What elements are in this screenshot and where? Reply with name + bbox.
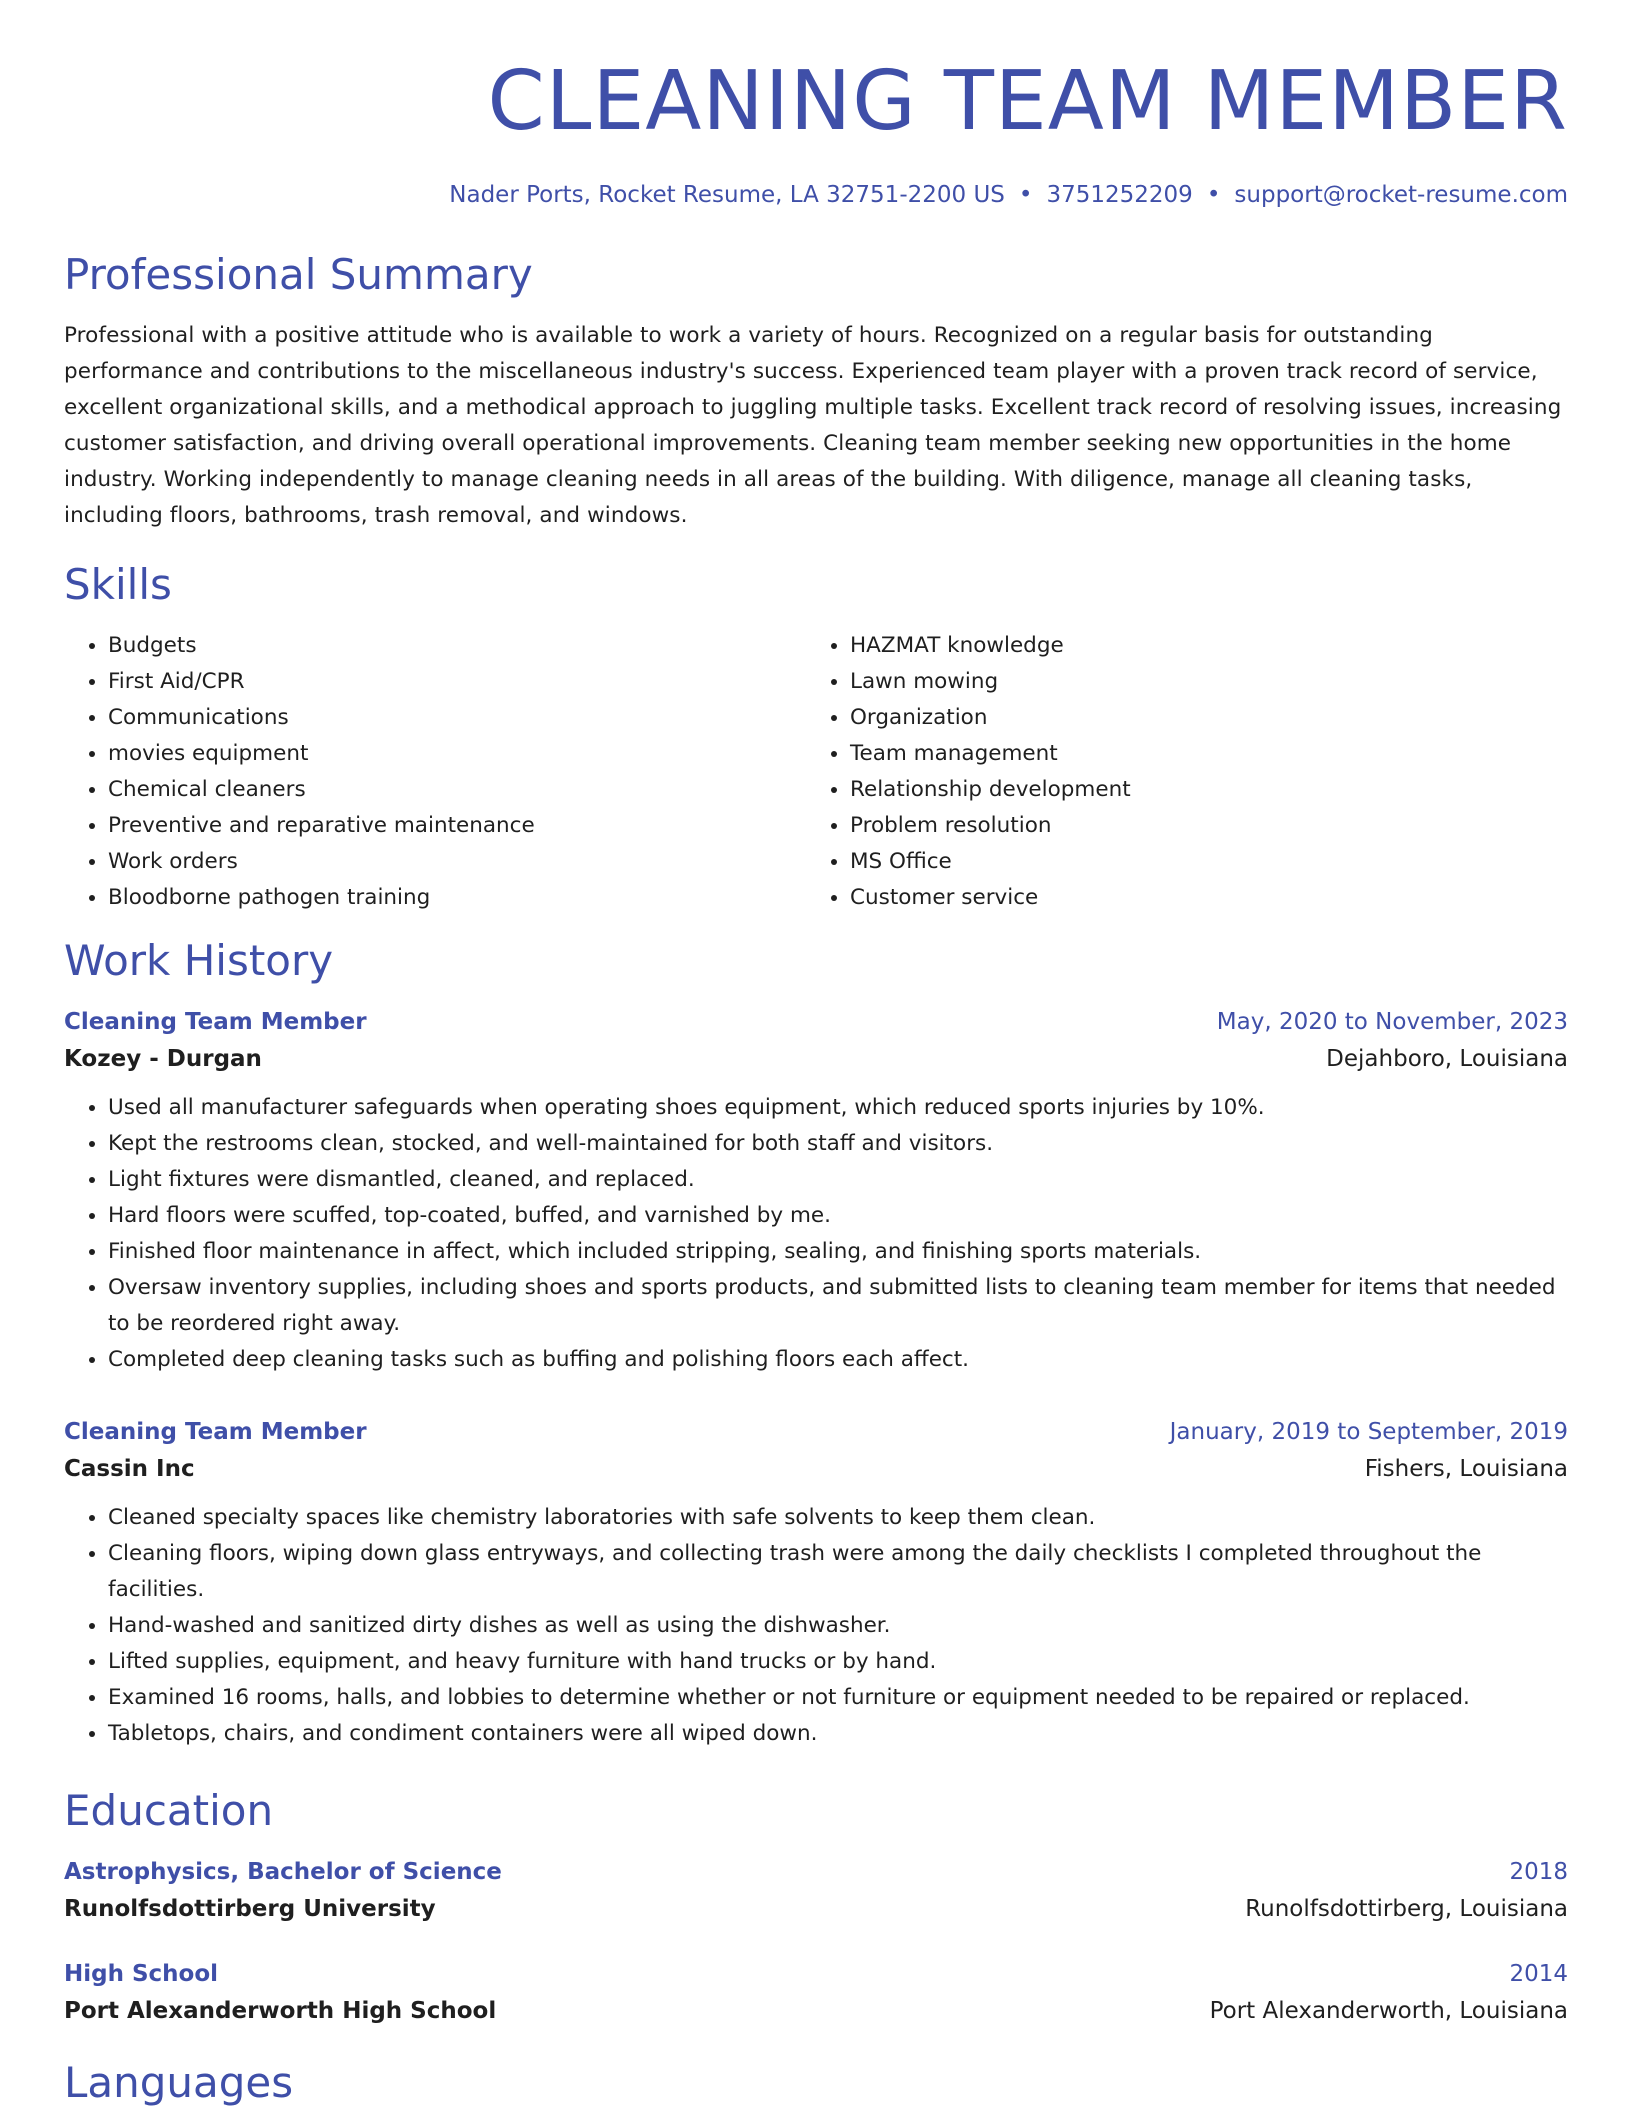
job-title: Cleaning Team Member [64,1009,367,1035]
job-bullet: • Kept the restrooms clean, stocked, and well-maintained for both staff and visitors. [108,1126,1568,1162]
skill-item: • Team management [850,736,1548,772]
job-bullets [64,1090,1568,1378]
summary-text: Professional with a positive attitude who is available to work a variety of hours. Recognized on a regular basis for outstanding performance and contributions to the miscellaneous industry's success. Experienced team player with a proven track record of service, excellent organizational skills, and a methodical approach to juggling multiple tasks. Excellent track record of resolving issues, increasing customer satisfaction, and driving overall operational improvements. Cleaning team member seeking new opportunities in the home industry. Working independently to manage cleaning needs in all areas of the building. With diligence, manage all cleaning tasks, including floors, bathrooms, trash removal, and windows. [64,323,1562,528]
skills-list-left [64,628,806,916]
job-dates: May, 2020 to November, 2023 [1216,1009,1568,1035]
company-name: Kozey - Durgan [64,1046,262,1072]
work-history-heading: Work History [64,936,334,985]
contact-separator: • [1018,182,1033,208]
job-bullets [64,1500,1568,1752]
school-location: Port Alexanderworth, Louisiana [1209,1998,1568,2024]
job-bullet: • Hard floors were scuffed, top-coated, buffed, and varnished by me. [108,1198,1568,1234]
degree-name: Astrophysics, Bachelor of Science [64,1859,502,1885]
skill-item: • Chemical cleaners [108,772,806,808]
job-location: Fishers, Louisiana [1364,1456,1568,1482]
contact-email: support@rocket-resume.com [1234,182,1568,208]
job-bullet: • Oversaw inventory supplies, including shoes and sports products, and submitted lists to cleaning team member for items that needed to be reordered right away. [108,1270,1568,1342]
contact-line [64,180,1568,210]
job-bullet: • Examined 16 rooms, halls, and lobbies to determine whether or not furniture or equipment needed to be repaired or replaced. [108,1680,1568,1716]
job-bullet: • Completed deep cleaning tasks such as buffing and polishing floors each affect. [108,1342,1568,1378]
job-bullet: • Light fixtures were dismantled, cleaned, and replaced. [108,1162,1568,1198]
company-name: Cassin Inc [64,1456,195,1482]
resume-title: CLEANING TEAM MEMBER [487,54,1568,149]
skill-item: • Preventive and reparative maintenance [108,808,806,844]
graduation-year: 2018 [1509,1859,1568,1885]
job-bullet: • Cleaning floors, wiping down glass entryways, and collecting trash were among the daily checklists I completed throughout the facilities. [108,1536,1568,1608]
school-name: Runolfsdottirberg University [64,1896,436,1922]
graduation-year: 2014 [1509,1961,1568,1987]
skill-item: • First Aid/CPR [108,664,806,700]
job-bullet: • Cleaned specialty spaces like chemistry laboratories with safe solvents to keep them clean. [108,1500,1568,1536]
skill-item: • Problem resolution [850,808,1548,844]
degree-name: High School [64,1961,219,1987]
education-entry [64,1854,1568,1928]
job-bullet: • Used all manufacturer safeguards when operating shoes equipment, which reduced sports injuries by 10%. [108,1090,1568,1126]
skill-item: • Lawn mowing [850,664,1548,700]
skill-item: • HAZMAT knowledge [850,628,1548,664]
job-dates: January, 2019 to September, 2019 [1169,1419,1568,1445]
skill-item: • Customer service [850,880,1548,916]
job-title: Cleaning Team Member [64,1419,367,1445]
job-entry [64,1004,1568,1378]
skill-item: • Work orders [108,844,806,880]
job-bullet: • Finished floor maintenance in affect, which included stripping, sealing, and finishing sports materials. [108,1234,1568,1270]
school-location: Runolfsdottirberg, Louisiana [1245,1896,1568,1922]
languages-heading: Languages [64,2058,294,2107]
job-bullet: • Tabletops, chairs, and condiment containers were all wiped down. [108,1716,1568,1752]
summary-heading: Professional Summary [64,250,533,299]
school-name: Port Alexanderworth High School [64,1998,497,2024]
skill-item: • Communications [108,700,806,736]
job-bullet: • Hand-washed and sanitized dirty dishes as well as using the dishwasher. [108,1608,1568,1644]
skill-item: • MS Office [850,844,1548,880]
skill-item: • Bloodborne pathogen training [108,880,806,916]
skill-item: • movies equipment [108,736,806,772]
skill-item: • Organization [850,700,1548,736]
skills-list-right [806,628,1548,916]
skill-item: • Budgets [108,628,806,664]
skill-item: • Relationship development [850,772,1548,808]
education-heading: Education [64,1786,274,1835]
contact-phone: 3751252209 [1046,182,1193,208]
job-entry [64,1414,1568,1752]
job-location: Dejahboro, Louisiana [1326,1046,1568,1072]
job-bullet: • Lifted supplies, equipment, and heavy furniture with hand trucks or by hand. [108,1644,1568,1680]
skills-grid [64,628,1568,916]
skills-heading: Skills [64,560,172,609]
education-entry [64,1956,1568,2030]
contact-separator: • [1206,182,1221,208]
contact-address: Nader Ports, Rocket Resume, LA 32751-2200 US [449,182,1005,208]
